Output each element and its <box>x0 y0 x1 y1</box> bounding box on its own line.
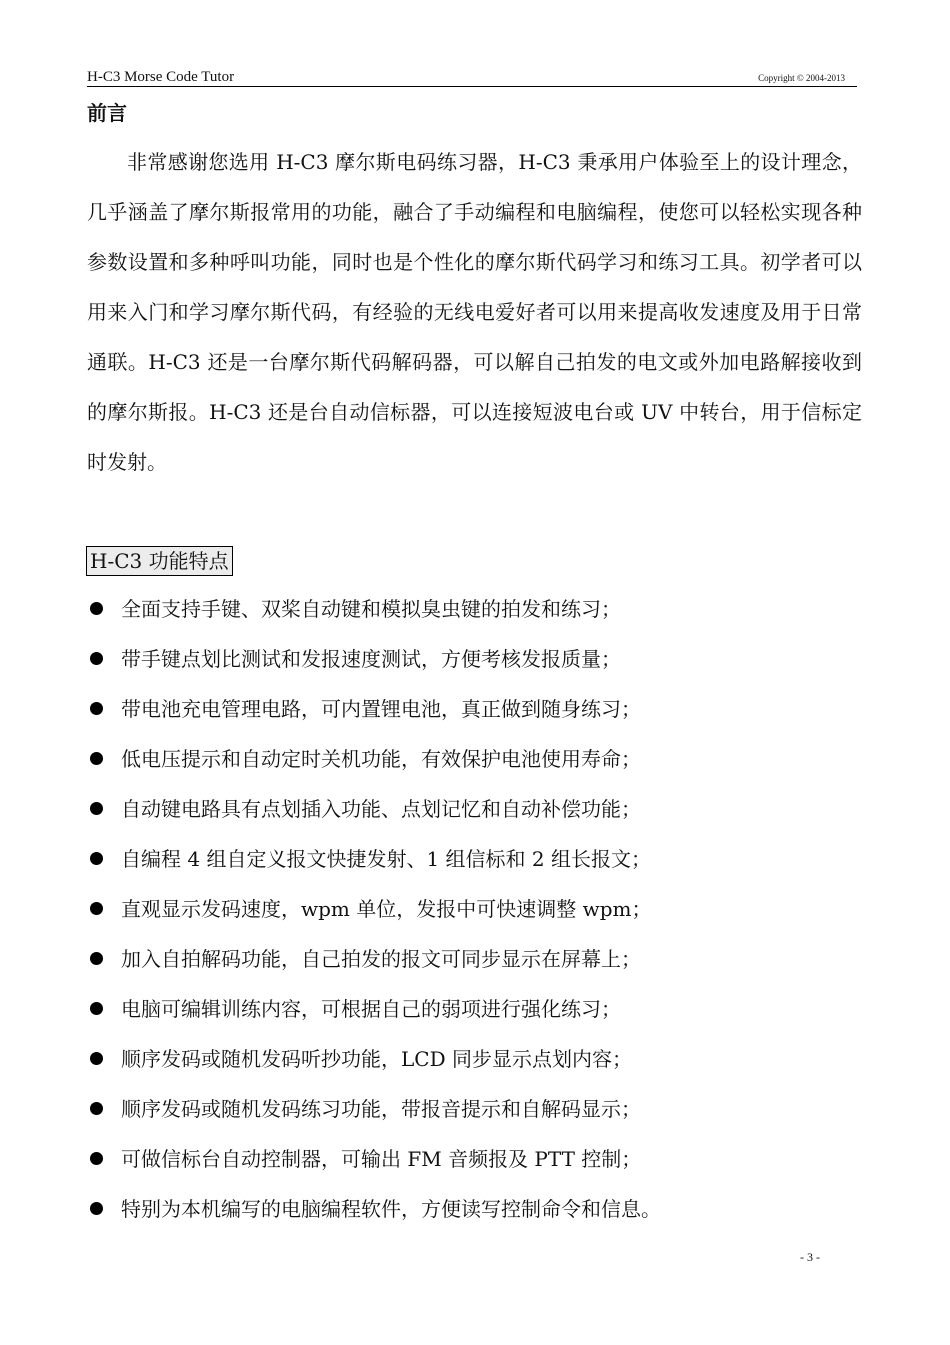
page-number: - 3 - <box>800 1250 820 1264</box>
bullet-icon <box>90 1152 103 1165</box>
features-heading: H-C3 功能特点 <box>86 546 233 576</box>
feature-text: 加入自拍解码功能，自己拍发的报文可同步显示在屏幕上； <box>121 947 641 971</box>
feature-item <box>87 934 862 984</box>
feature-text: 自编程 4 组自定义报文快捷发射、1 组信标和 2 组长报文； <box>121 847 651 871</box>
feature-item <box>87 834 862 884</box>
feature-item <box>87 1134 862 1184</box>
bullet-icon <box>90 752 103 765</box>
preface-title: 前言 <box>87 101 127 125</box>
feature-item <box>87 584 862 634</box>
bullet-icon <box>90 652 103 665</box>
feature-item <box>87 734 862 784</box>
feature-text: 自动键电路具有点划插入功能、点划记忆和自动补偿功能； <box>121 797 641 821</box>
feature-item <box>87 884 862 934</box>
bullet-icon <box>90 602 103 615</box>
feature-text: 电脑可编辑训练内容，可根据自己的弱项进行强化练习； <box>121 997 621 1021</box>
bullet-icon <box>90 702 103 715</box>
bullet-icon <box>90 852 103 865</box>
feature-text: 顺序发码或随机发码听抄功能，LCD 同步显示点划内容； <box>121 1047 632 1071</box>
feature-text: 顺序发码或随机发码练习功能，带报音提示和自解码显示； <box>121 1097 641 1121</box>
page-header <box>87 68 857 87</box>
bullet-icon <box>90 1202 103 1215</box>
feature-text: 可做信标台自动控制器，可输出 FM 音频报及 PTT 控制； <box>121 1147 642 1171</box>
bullet-icon <box>90 1052 103 1065</box>
bullet-icon <box>90 952 103 965</box>
header-copyright: Copyright © 2004-2013 <box>758 73 845 83</box>
feature-text: 直观显示发码速度，wpm 单位，发报中可快速调整 wpm； <box>121 897 652 921</box>
feature-text: 全面支持手键、双桨自动键和模拟臭虫键的拍发和练习； <box>121 597 621 621</box>
preface-paragraph: 非常感谢您选用 H-C3 摩尔斯电码练习器，H-C3 秉承用户体验至上的设计理念，几乎涵盖了摩尔斯报常用的功能，融合了手动编程和电脑编程，使您可以轻松实现各种参数设置和多种呼叫功能，同时也是个性化的摩尔斯代码学习和练习工具。初学者可以用来入门和学习摩尔斯代码，有经验的无线电爱好者可以用来提高收发速度及用于日常通联。H-C3 还是一台摩尔斯代码解码器，可以解自己拍发的电文或外加电路解接收到的摩尔斯报。H-C3 还是台自动信标器，可以连接短波电台或 UV 中转台，用于信标定时发射。 <box>87 150 862 474</box>
feature-item <box>87 784 862 834</box>
feature-item <box>87 1184 862 1234</box>
feature-item <box>87 684 862 734</box>
bullet-icon <box>90 1002 103 1015</box>
feature-text: 特别为本机编写的电脑编程软件，方便读写控制命令和信息。 <box>121 1197 661 1221</box>
features-list <box>87 584 862 1234</box>
feature-text: 带手键点划比测试和发报速度测试，方便考核发报质量； <box>121 647 621 671</box>
bullet-icon <box>90 1102 103 1115</box>
feature-item <box>87 1084 862 1134</box>
feature-item <box>87 634 862 684</box>
bullet-icon <box>90 802 103 815</box>
feature-text: 带电池充电管理电路，可内置锂电池，真正做到随身练习； <box>121 697 641 721</box>
feature-item <box>87 984 862 1034</box>
feature-item <box>87 1034 862 1084</box>
feature-text: 低电压提示和自动定时关机功能，有效保护电池使用寿命； <box>121 747 641 771</box>
header-title: H-C3 Morse Code Tutor <box>87 69 235 85</box>
bullet-icon <box>90 902 103 915</box>
